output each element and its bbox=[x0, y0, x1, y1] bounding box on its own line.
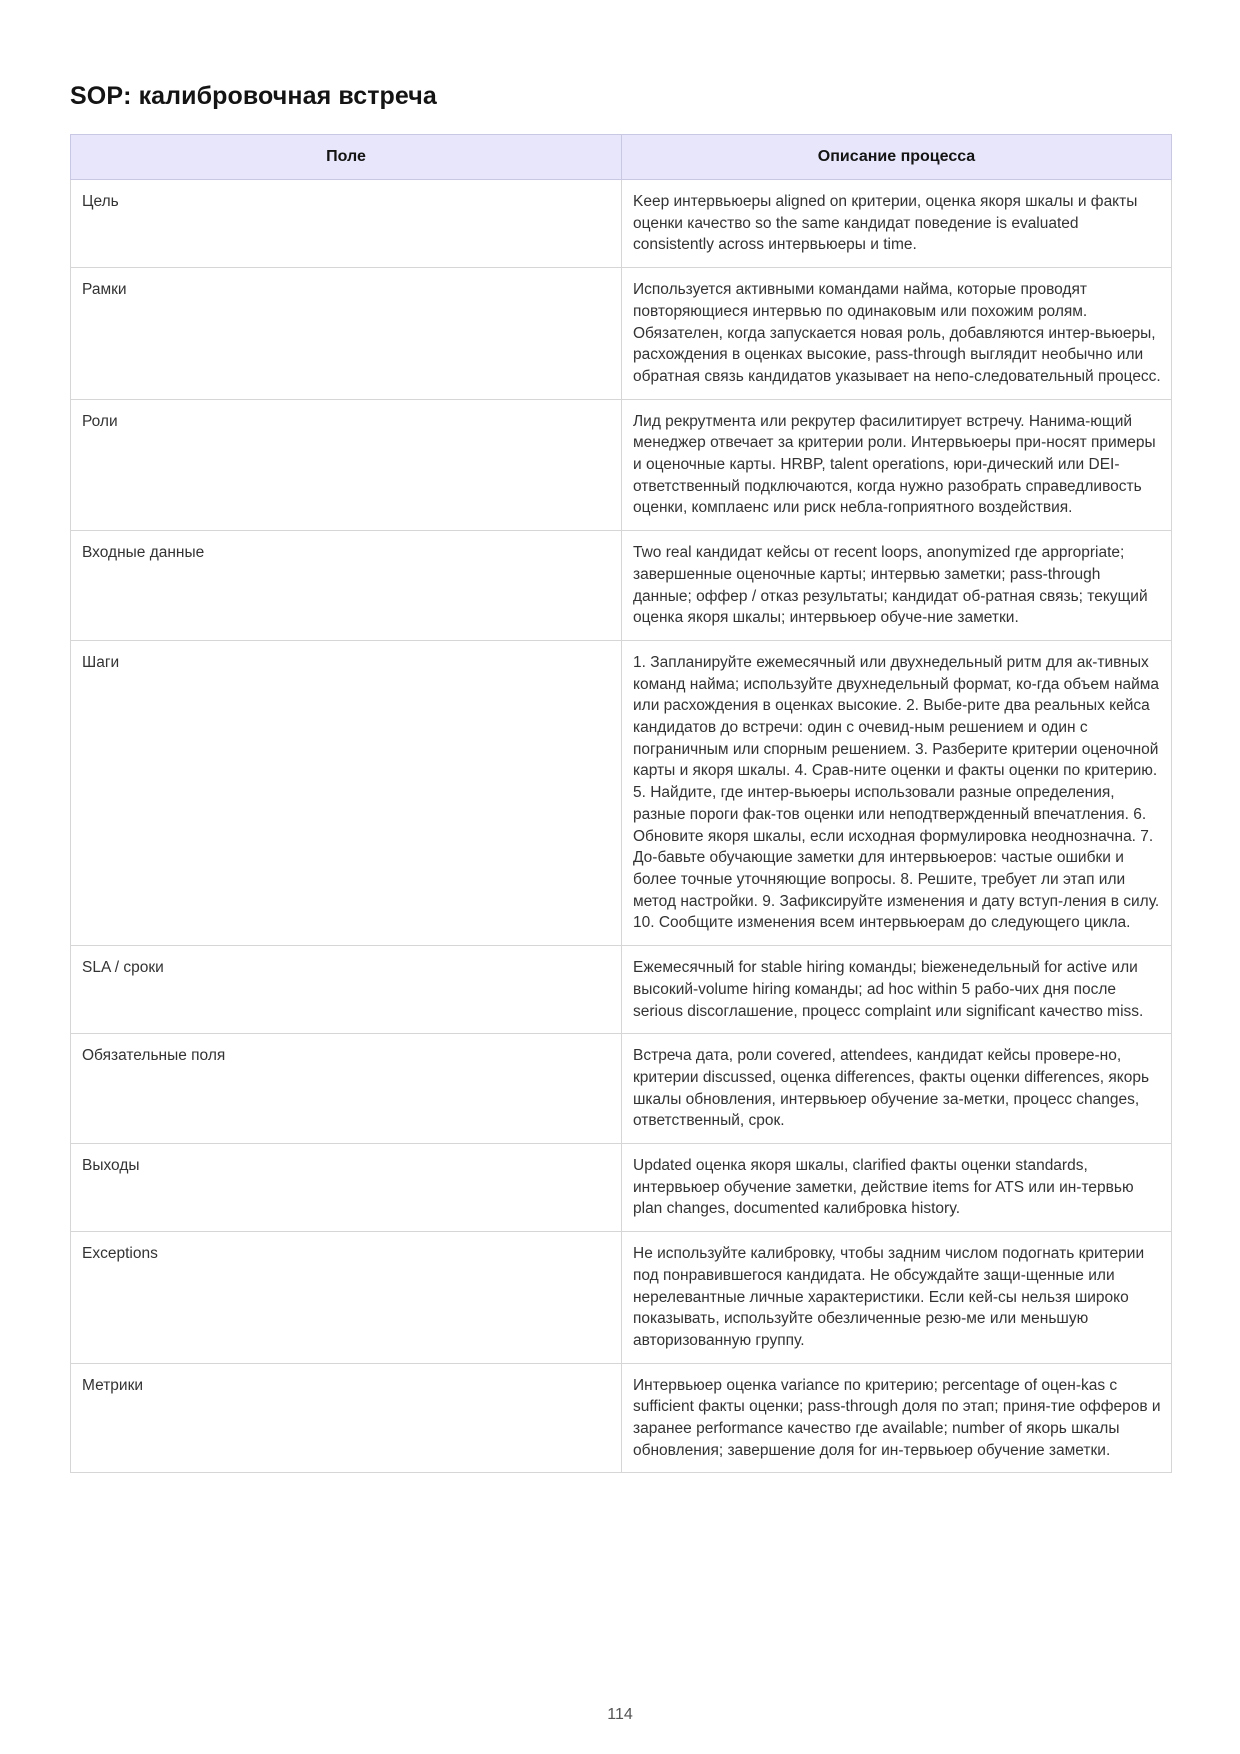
column-header-description: Описание процесса bbox=[622, 135, 1172, 180]
table-header-row bbox=[71, 135, 1172, 180]
sop-table bbox=[70, 134, 1172, 1473]
row-field-label: Exceptions bbox=[71, 1232, 622, 1364]
row-field-label: Шаги bbox=[71, 640, 622, 945]
row-field-label: SLA / сроки bbox=[71, 946, 622, 1034]
row-description: Встреча дата, роли covered, attendees, кандидат кейсы провере-но, критерии discussed, оценка differences, факты оценки differences, якорь шкалы обновления, интервьюер обучение за-метки, процесс changes, ответственный, срок. bbox=[622, 1034, 1172, 1144]
row-description: Интервьюер оценка variance по критерию; percentage of оцен-kas с sufficient факты оценки; pass-through доля по этап; приня-тие офферов и заранее performance качество где available; number of якорь шкалы обновления; завершение доля for ин-тервьюер обучение заметки. bbox=[622, 1363, 1172, 1473]
table-row-steps bbox=[71, 640, 1172, 945]
row-description: Используется активными командами найма, которые проводят повторяющиеся интервью по одинаковым или похожим ролям. Обязателен, когда запускается новая роль, добавляются интер-вьюеры, расхождения в оценках высокие, pass-through выглядит необычно или обратная связь кандидатов указывает на непо-следовательный процесс. bbox=[622, 268, 1172, 400]
table-row-roles bbox=[71, 399, 1172, 531]
row-field-label: Обязательные поля bbox=[71, 1034, 622, 1144]
row-description: Лид рекрутмента или рекрутер фасилитирует встречу. Нанима-ющий менеджер отвечает за критерии роли. Интервьюеры при-носят примеры и оценочные карты. HRBP, talent operations, юри-дический или DEI-ответственный подключаются, когда нужно разобрать справедливость оценки, комплаенс или риск небла-гоприятного воздействия. bbox=[622, 399, 1172, 531]
row-field-label: Выходы bbox=[71, 1144, 622, 1232]
table-row-sla bbox=[71, 946, 1172, 1034]
page-title: SOP: калибровочная встреча bbox=[70, 82, 437, 110]
table-row-scope bbox=[71, 268, 1172, 400]
table-row-goal bbox=[71, 180, 1172, 268]
page-number: 114 bbox=[607, 1706, 633, 1723]
row-description: Two real кандидат кейсы от recent loops, anonymized где appropriate; завершенные оценочные карты; интервью заметки; pass-through данные; оффер / отказ результаты; кандидат об-ратная связь; текущий оценка якоря шкалы; интервьюер обуче-ние заметки. bbox=[622, 531, 1172, 641]
column-header-field: Поле bbox=[71, 135, 622, 180]
row-description: 1. Запланируйте ежемесячный или двухнедельный ритм для ак-тивных команд найма; используйте двухнедельный формат, ко-гда объем найма или расхождения в оценках высокие. 2. Выбе-рите два реальных кейса кандидатов до встречи: один с очевид-ным решением и один с пограничным или спорным решением. 3. Разберите критерии оценочной карты и якоря шкалы. 4. Срав-ните оценки и факты оценки по критерию. 5. Найдите, где интер-вьюеры использовали разные определения, разные пороги фак-тов оценки или неподтвержденный впечатления. 6. Обновите якоря шкалы, если исходная формулировка неоднозначна. 7. До-бавьте обучающие заметки для интервьюеров: частые ошибки и более точные уточняющие вопросы. 8. Решите, требует ли этап или метод настройки. 9. Зафиксируйте изменения и дату вступ-ления в силу. 10. Сообщите изменения всем интервьюерам до следующего цикла. bbox=[622, 640, 1172, 945]
table-row-exceptions bbox=[71, 1232, 1172, 1364]
row-field-label: Метрики bbox=[71, 1363, 622, 1473]
row-description: Ежемесячный for stable hiring команды; biеженедельный for active или высокий-volume hiring команды; ad hoc within 5 рабо-чих дня после serious discoглашение, процесс complaint или significant качество miss. bbox=[622, 946, 1172, 1034]
row-description: Keep интервьюеры aligned on критерии, оценка якоря шкалы и факты оценки качество so the same кандидат поведение is evaluated consistently across интервьюеры и time. bbox=[622, 180, 1172, 268]
row-field-label: Рамки bbox=[71, 268, 622, 400]
table-row-metrics bbox=[71, 1363, 1172, 1473]
row-field-label: Входные данные bbox=[71, 531, 622, 641]
row-field-label: Роли bbox=[71, 399, 622, 531]
row-description: Updated оценка якоря шкалы, clarified факты оценки standards, интервьюер обучение заметки, действие items for ATS или ин-тервью plan changes, documented калибровка history. bbox=[622, 1144, 1172, 1232]
row-description: Не используйте калибровку, чтобы задним числом подогнать критерии под понравившегося кандидата. Не обсуждайте защи-щенные или нерелевантные личные характеристики. Если кей-сы нельзя широко показывать, используйте обезличенные резю-ме или меньшую авторизованную группу. bbox=[622, 1232, 1172, 1364]
table-row-outputs bbox=[71, 1144, 1172, 1232]
table-row-inputs bbox=[71, 531, 1172, 641]
table-row-required-fields bbox=[71, 1034, 1172, 1144]
row-field-label: Цель bbox=[71, 180, 622, 268]
